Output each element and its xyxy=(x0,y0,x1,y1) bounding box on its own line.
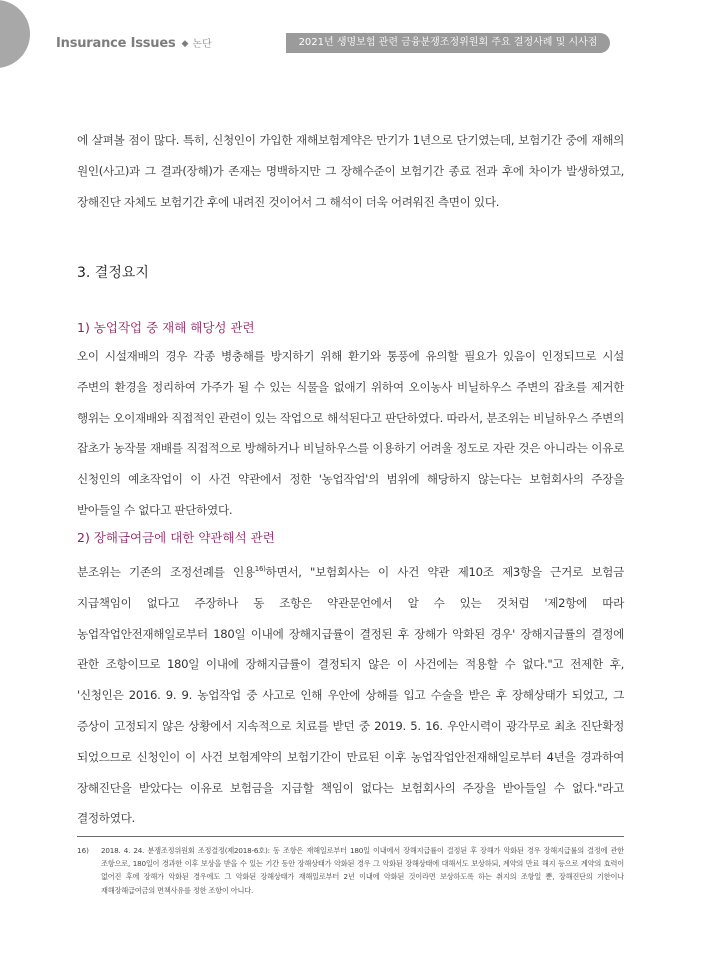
journal-name: Insurance Issues xyxy=(56,36,176,51)
footnote xyxy=(77,844,624,897)
subsection-heading-2: 2) 장해급여금에 대한 약관해석 관련 xyxy=(77,530,275,545)
footnote-text: 2018. 4. 24. 분쟁조정위원회 조정결정(제2018-6호): 동 조항은 재해일로부터 180일 이내에서 장해지급률이 결정된 후 장해가 악화된 경우 장해지급률의 결정에 관한 조항으로, 180일이 경과한 이후 보상을 받을 수 있는 기간 동안 장해상태가 악화된 경우 그 악화된 장해상태에 대해서도 보상하되, 계약의 만료 해지 등으로 계약의 효력이 없어진 후에 장해가 악화된 경우에도 그 악화된 장해상태가 재해일로부터 2년 이내에 악화된 것이라면 보상하도록 하는 취지의 조항일 뿐, 장해진단의 기한이나 재해장해급여금의 면책사유를 정한 조항이 아니다. xyxy=(101,846,624,895)
section-heading: 3. 결정요지 xyxy=(77,265,149,281)
footnote-reference[interactable]: 16) xyxy=(254,565,266,573)
subsection-2-paragraph xyxy=(77,557,624,834)
running-header-article-title: 2021년 생명보험 관련 금융분쟁조정위원회 주요 결정사례 및 시사점 xyxy=(286,33,610,53)
running-header-left xyxy=(56,35,212,51)
subsection-1-block xyxy=(77,341,624,526)
subsection-2-block xyxy=(77,557,624,834)
subsection-2-text-part-1: 분조위는 기존의 조정선례를 인용 xyxy=(77,565,255,579)
footnote-divider xyxy=(77,836,624,837)
footnote-marker: 16) xyxy=(77,846,89,855)
diamond-icon: ◆ xyxy=(181,39,189,49)
subsection-1-paragraph: 오이 시설재배의 경우 각종 병충해를 방지하기 위해 환기와 통풍에 유의할 필요가 있음이 인정되므로 시설 주변의 환경을 정리하여 가주가 될 수 있는 식물을 없애기 위하여 오이농사 비닐하우스 주변의 잡초를 제거한 행위는 오이재배와 직접적인 관련이 있는 작업으로 해석된다고 판단하였다. 따라서, 분조위는 비닐하우스 주변의 잡초가 농작물 재배를 직접적으로 방해하거나 비닐하우스를 이용하기 어려울 정도로 자란 것은 아니라는 이유로 신청인의 예초작업이 이 사건 약관에서 정한 '농업작업'의 범위에 해당하지 않는다는 보험회사의 주장을 받아들일 수 없다고 판단하였다. xyxy=(77,349,624,517)
section-label: 논단 xyxy=(192,39,212,50)
intro-block xyxy=(77,125,624,217)
page-edge-tab xyxy=(0,0,30,68)
intro-paragraph: 에 살펴볼 점이 많다. 특히, 신청인이 가입한 재해보험계약은 만기가 1년으로 단기였는데, 보험기간 중에 재해의 원인(사고)과 그 결과(장해)가 존재는 명백하지만 그 장해수준이 보험기간 종료 전과 후에 차이가 발생하였고, 장해진단 자체도 보험기간 후에 내려진 것이어서 그 해석이 더욱 어려워진 측면이 있다. xyxy=(77,133,624,209)
subsection-2-text-part-2: 하면서, "보험회사는 이 사건 약관 제10조 제3항을 근거로 보험금 지급책임이 없다고 주장하나 동 조항은 약관문언에서 알 수 있는 것처럼 '제2항에 따라 농업작업안전재해일로부터 180일 이내에 장해지급률이 결정된 후 장해가 악화된 경우' 장해지급률의 결정에 관한 조항이므로 180일 이내에 장해지급률이 결정되지 않은 이 사건에는 적용할 수 없다."고 전제한 후, '신청인은 2016. 9. 9. 농업작업 중 사고로 인해 우안에 상해를 입고 수술을 받은 후 장해상태가 되었고, 그 증상이 고정되지 않은 상황에서 지속적으로 치료를 받던 중 2019. 5. 16. 우안시력이 광각무로 최초 진단확정 되었으므로 신청인이 이 사건 보험계약의 보험기간이 만료된 이후 농업작업안전재해일로부터 4년을 경과하여 장해진단을 받았다는 이유로 보험금을 지급할 책임이 없다는 보험회사의 주장을 받아들일 수 없다."라고 결정하였다. xyxy=(77,565,624,826)
subsection-heading-1: 1) 농업작업 중 재해 해당성 관련 xyxy=(77,320,255,335)
